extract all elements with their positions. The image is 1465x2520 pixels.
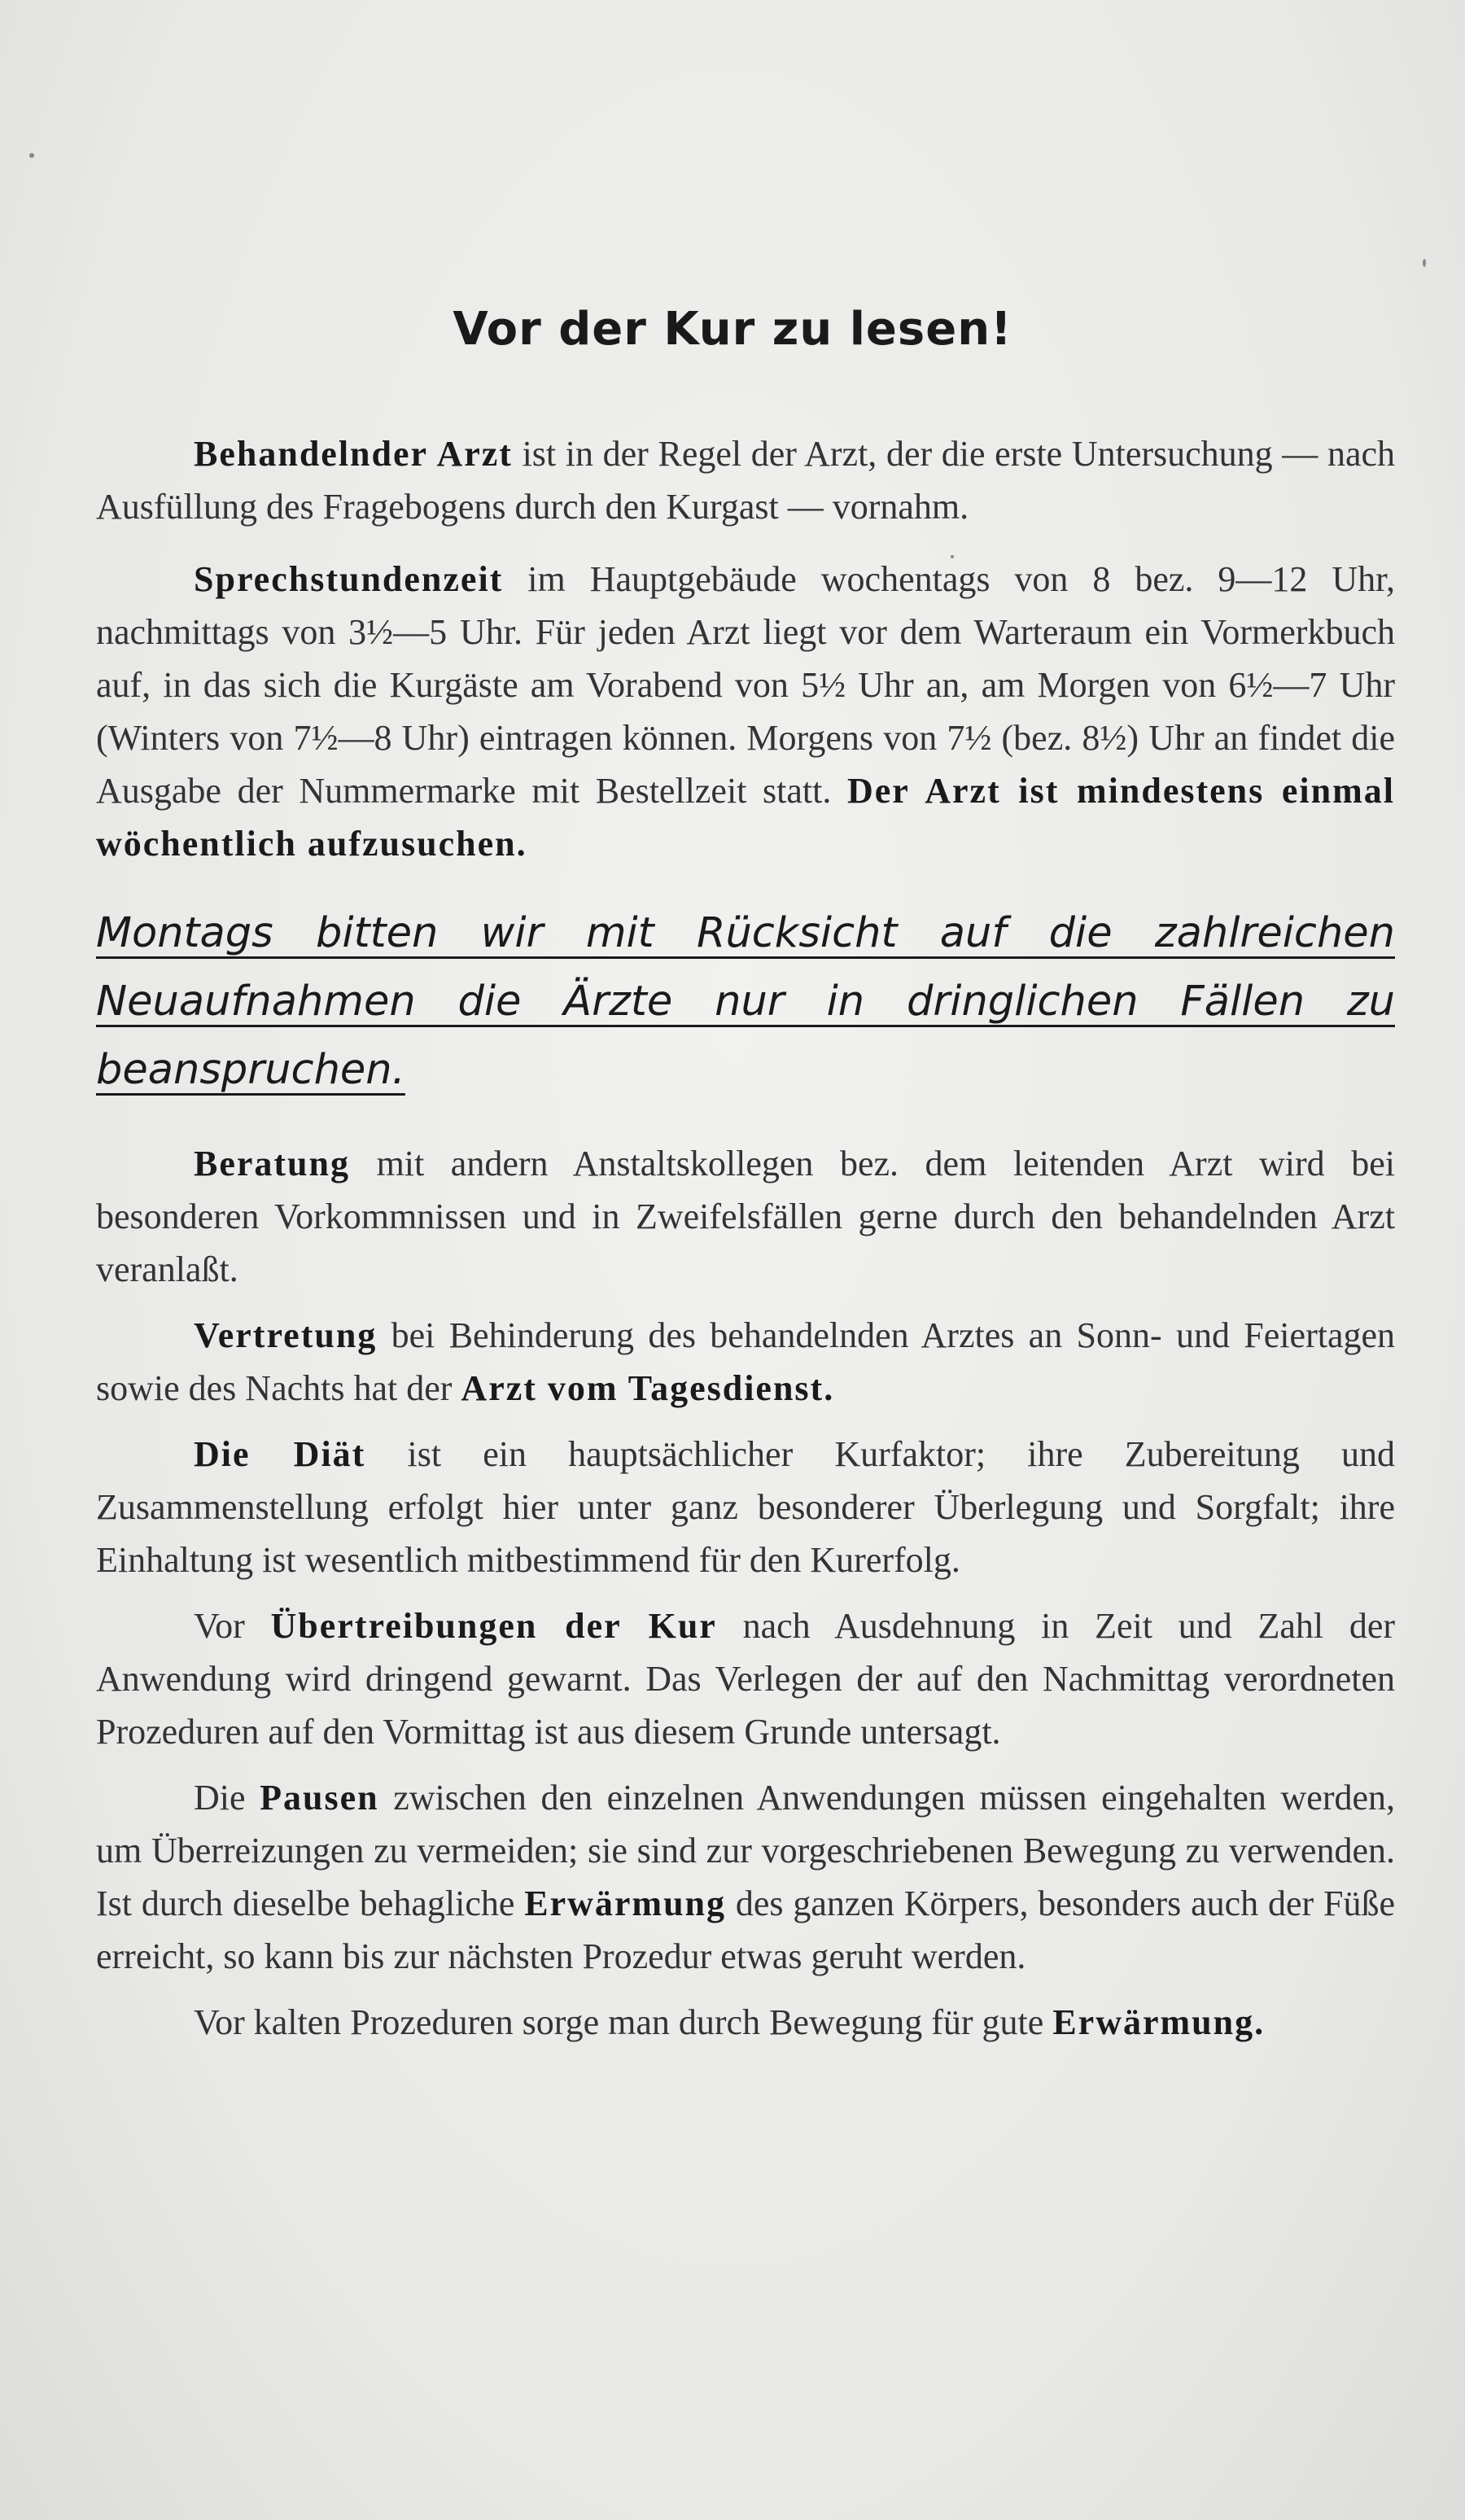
paragraph-text: ist ein hauptsächlicher Kurfaktor; ihre Zubereitung und Zusammenstellung erfolgt hier unter ganz besonderer Überlegung und Sorgfalt; ihre Einhaltung ist wesentlich mitbestimmend für den Kurerfolg. — [96, 1434, 1395, 1580]
paragraph-text: mit andern Anstaltskollegen bez. dem leitenden Arzt wird bei besonderen Vorkommnissen und in Zweifelsfällen gerne durch den behandelnden Arzt veranlaßt. — [96, 1144, 1395, 1289]
page-title: Vor der Kur zu lesen! — [453, 303, 1012, 356]
paper-speck — [1423, 259, 1426, 267]
term-arzt-vom-tagesdienst: Arzt vom Tagesdienst. — [461, 1368, 835, 1408]
term-uebertreibungen: Übertreibungen der Kur — [270, 1606, 717, 1646]
paragraph-kalte-prozeduren — [96, 1996, 1395, 2049]
paragraph-text: bei Behinderung des behandelnden Arztes an Sonn- und Feiertagen sowie des Nachts hat der — [96, 1315, 1395, 1408]
document-body — [96, 427, 1395, 2049]
paragraph-behandelnder-arzt — [96, 427, 1395, 533]
paragraph-diaet — [96, 1428, 1395, 1586]
paragraph-text: nach Ausdehnung in Zeit und Zahl der Anwendung wird dringend gewarnt. Das Verlegen der auf den Nachmittag verordneten Prozeduren auf den Vormittag ist aus diesem Grunde untersagt. — [96, 1606, 1395, 1752]
monday-notice — [96, 899, 1395, 1105]
paragraph-text: des ganzen Körpers, besonders auch der Füße erreicht, so kann bis zur nächsten Prozedur etwas geruht werden. — [96, 1883, 1395, 1976]
term-pausen: Pausen — [260, 1778, 379, 1818]
paragraph-pausen — [96, 1771, 1395, 1983]
paragraph-text: Die — [194, 1778, 260, 1818]
term-erwaermung-final: Erwärmung. — [1052, 2002, 1266, 2042]
term-beratung: Beratung — [194, 1144, 350, 1183]
term-sprechstundenzeit: Sprechstundenzeit — [194, 559, 504, 599]
paragraph-text: Vor kalten Prozeduren sorge man durch Bewegung für gute — [194, 2002, 1053, 2042]
paper-speck — [29, 153, 34, 158]
paragraph-sprechstundenzeit — [96, 553, 1395, 870]
paragraph-text: ist in der Regel der Arzt, der die erste Untersuchung — nach Ausfüllung des Fragebogens durch den Kurgast — vornahm. — [96, 434, 1396, 527]
paragraph-text: zwischen den einzelnen Anwendungen müssen eingehalten werden, um Überreizungen zu vermeiden; sie sind zur vorgeschriebenen Bewegung zu verwenden. Ist durch dieselbe behagliche — [96, 1778, 1396, 1923]
term-die-diaet: Die Diät — [194, 1434, 366, 1474]
term-erwaermung: Erwärmung — [524, 1883, 727, 1923]
paragraph-text: Vor — [194, 1606, 271, 1646]
paragraph-vertretung — [96, 1309, 1395, 1415]
paragraph-text: im Hauptgebäude wochentags von 8 bez. 9—12 Uhr, nachmittags von 3½—5 Uhr. Für jeden Arzt liegt vor dem Warteraum ein Vormerkbuch auf, in das sich die Kurgäste am Vorabend von 5½ Uhr an, am Morgen von 6½—7 Uhr (Winters von 7½—8 Uhr) eintragen können. Morgens von 7½ (bez. 8½) Uhr an findet die Ausgabe der Nummermarke mit Bestellzeit statt. — [96, 559, 1395, 811]
term-vertretung: Vertretung — [194, 1315, 378, 1355]
paragraph-beratung — [96, 1137, 1395, 1296]
monday-notice-text: Montags bitten wir mit Rücksicht auf die zahlreichen Neuaufnahmen die Ärzte nur in dringlichen Fällen zu beanspruchen. — [96, 909, 1395, 1094]
paragraph-uebertreibungen — [96, 1599, 1395, 1758]
emphasis-arzt-aufsuchen: Der Arzt ist mindestens einmal wöchentlich aufzusuchen. — [96, 771, 1395, 864]
term-behandelnder-arzt: Behandelnder Arzt — [194, 434, 513, 474]
